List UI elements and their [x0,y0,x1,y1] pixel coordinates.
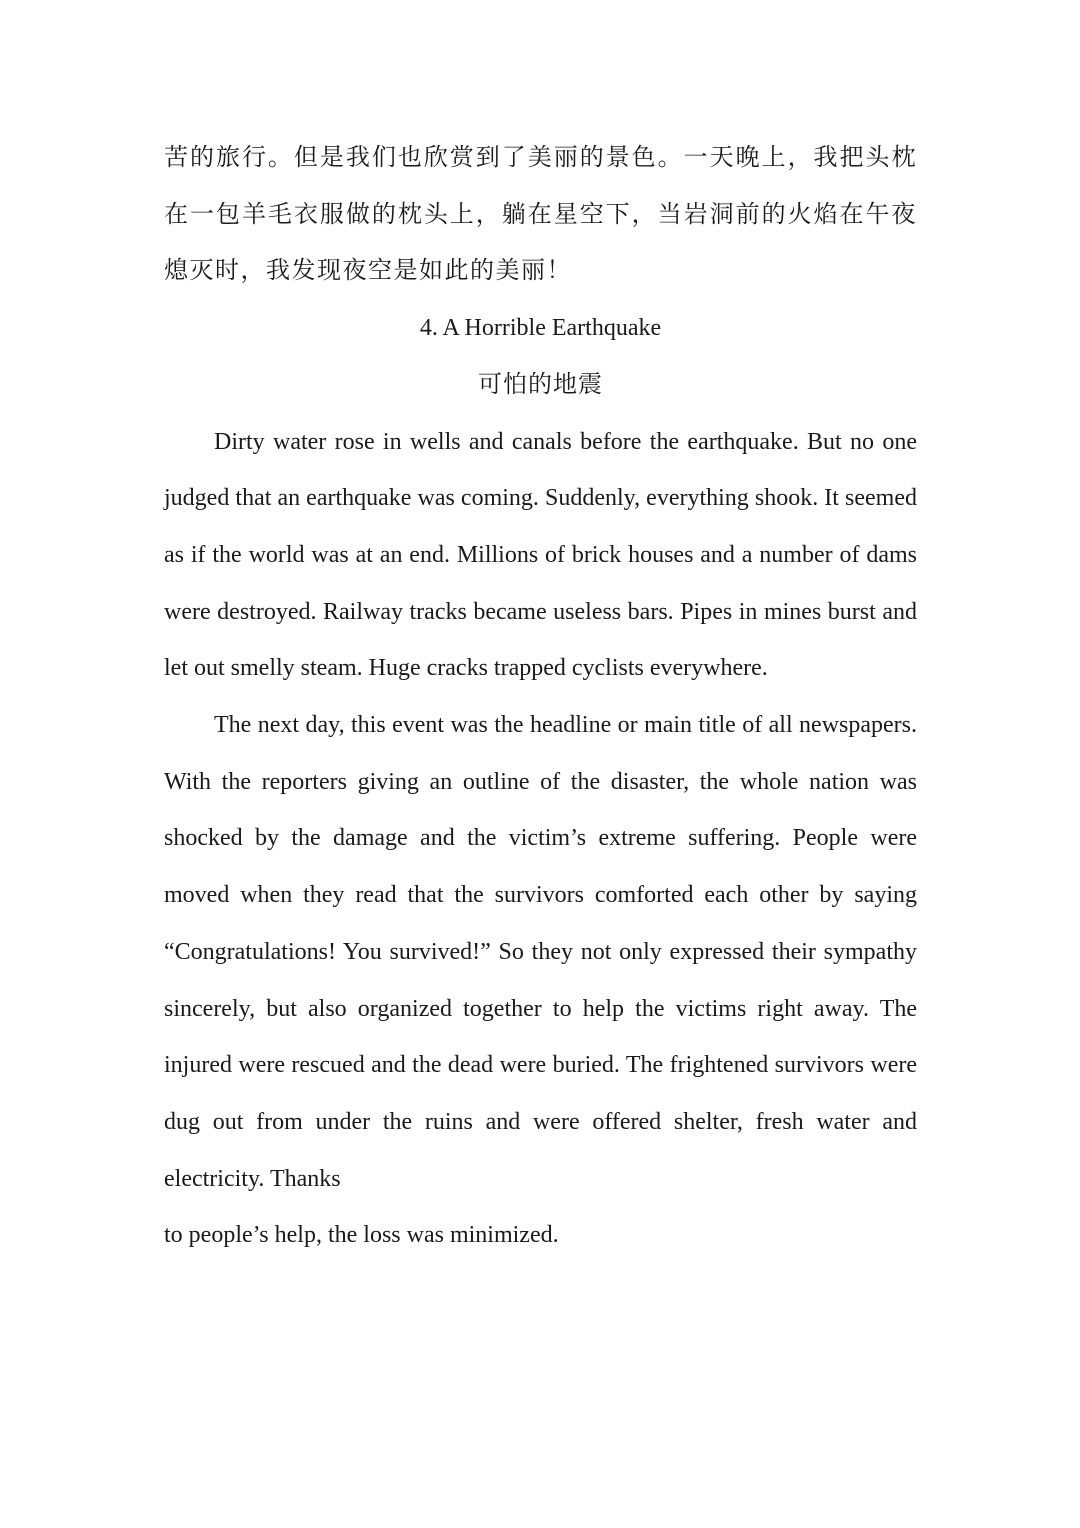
paragraph-1: Dirty water rose in wells and canals before the earthquake. But no one judged that an earthquake was coming. Suddenly, everything shook. It seemed as if the world was at an end. Millions of brick houses and a number of dams were destroyed. Railway tracks became useless bars. Pipes in mines burst and let out smelly steam. Huge cracks trapped cyclists everywhere. [164,428,917,682]
paragraph-2-end: to people’s help, the loss was minimized. [164,1222,559,1249]
previous-section-paragraph: 苦的旅行。但是我们也欣赏到了美丽的景色。一天晚上，我把头枕在一包羊毛衣服做的枕头上，躺在星空下，当岩洞前的火焰在午夜熄灭时，我发现夜空是如此的美丽！ [164,145,917,285]
paragraph-2: The next day, this event was the headline or main title of all newspapers. With the reporters giving an outline of the disaster, the whole nation was shocked by the damage and the victim’s extreme suffering. People were moved when they read that the survivors comforted each other by saying “Congratulations! You survived!” So they not only expressed their sympathy sincerely, but also organized together to help the victims right away. The injured were rescued and the dead were buried. The frightened survivors were dug out from under the ruins and were offered shelter, fresh water and electricity. Thanks [164,712,917,1192]
section-title-chinese: 可怕的地震 [478,371,603,398]
section-title-english: 4. A Horrible Earthquake [419,315,662,342]
page-text [164,130,917,1264]
